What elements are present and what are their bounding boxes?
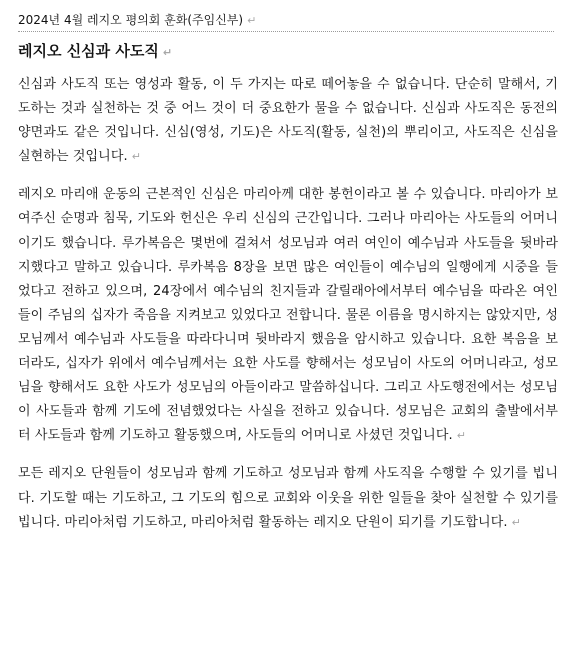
paragraph-text: 신심과 사도직 또는 영성과 활동, 이 두 가지는 따로 떼어놓을 수 없습니다. 단순히 말해서, 기도하는 것과 실천하는 것 중 어느 것이 더 중요한가 물을 수 없습니다. 신심과 사도직은 동전의 양면과도 같은 것입니다. 신심(영성, 기도)은 사도직(활동, 실천)의 뿌리이고, 사도직은 신심을 실현하는 것입니다. (18, 77, 558, 165)
paragraph-3[interactable] (18, 462, 558, 534)
paragraph-mark-icon: ↵ (456, 429, 467, 443)
paragraph-text: 레지오 마리애 운동의 근본적인 신심은 마리아께 대한 봉헌이라고 볼 수 있습니다. 마리아가 보여주신 순명과 침묵, 기도와 헌신은 우리 신심의 근간입니다. 그러나 마리아는 사도들의 어머니이기도 했습니다. 루가복음은 몇번에 걸쳐서 성모님과 여러 여인이 예수님과 사도들을 뒷바라지했다고 말하고 있습니다. 루카복음 8장을 보면 많은 여인들이 예수님의 일행에게 시중을 들었다고 전하고 있으며, 24장에서 예수님의 친지들과 갈릴래아에서부터 예수님을 따라온 여인들이 주님의 십자가 죽음을 지켜보고 있었다고 전합니다. 물론 이름을 명시하지는 않았지만, 성모님께서 예수님과 사도들을 따라다니며 뒷바라지 했음을 암시하고 있습니다. 요한 복음을 보더라도, 십자가 위에서 예수님께서는 요한 사도를 향해서는 성모님이 사도의 어머니라고, 성모님을 향해서도 요한 사도가 성모님의 아들이라고 말씀하십니다. 그리고 사도행전에서는 성모님이 사도들과 함께 기도에 전념했었다는 사실을 전하고 있습니다. 성모님은 교회의 출발에서부터 사도들과 함께 기도하고 활동했으며, 사도들의 어머니로 사셨던 것입니다. (18, 187, 558, 444)
paragraph-text: 모든 레지오 단원들이 성모님과 함께 기도하고 성모님과 함께 사도직을 수행할 수 있기를 빕니다. 기도할 때는 기도하고, 그 기도의 힘으로 교회와 이웃을 위한 일들을 찾아 실천할 수 있기를 빕니다. 마리아처럼 기도하고, 마리아처럼 활동하는 레지오 단원이 되기를 기도합니다. (18, 466, 558, 530)
title-text: 레지오 신심과 사도직 (18, 42, 159, 60)
document-body[interactable] (18, 73, 558, 549)
paragraph-mark-icon: ↵ (511, 515, 521, 529)
paragraph-mark-icon: ↵ (131, 150, 142, 164)
paragraph-mark-icon: ↵ (162, 46, 173, 59)
paragraph-1[interactable] (18, 73, 558, 169)
page-header (18, 11, 554, 32)
header-text: 2024년 4월 레지오 평의회 훈화(주임신부) (18, 13, 244, 27)
document-title[interactable] (18, 41, 172, 63)
paragraph-2[interactable] (18, 183, 558, 448)
paragraph-mark-icon: ↵ (247, 14, 257, 27)
